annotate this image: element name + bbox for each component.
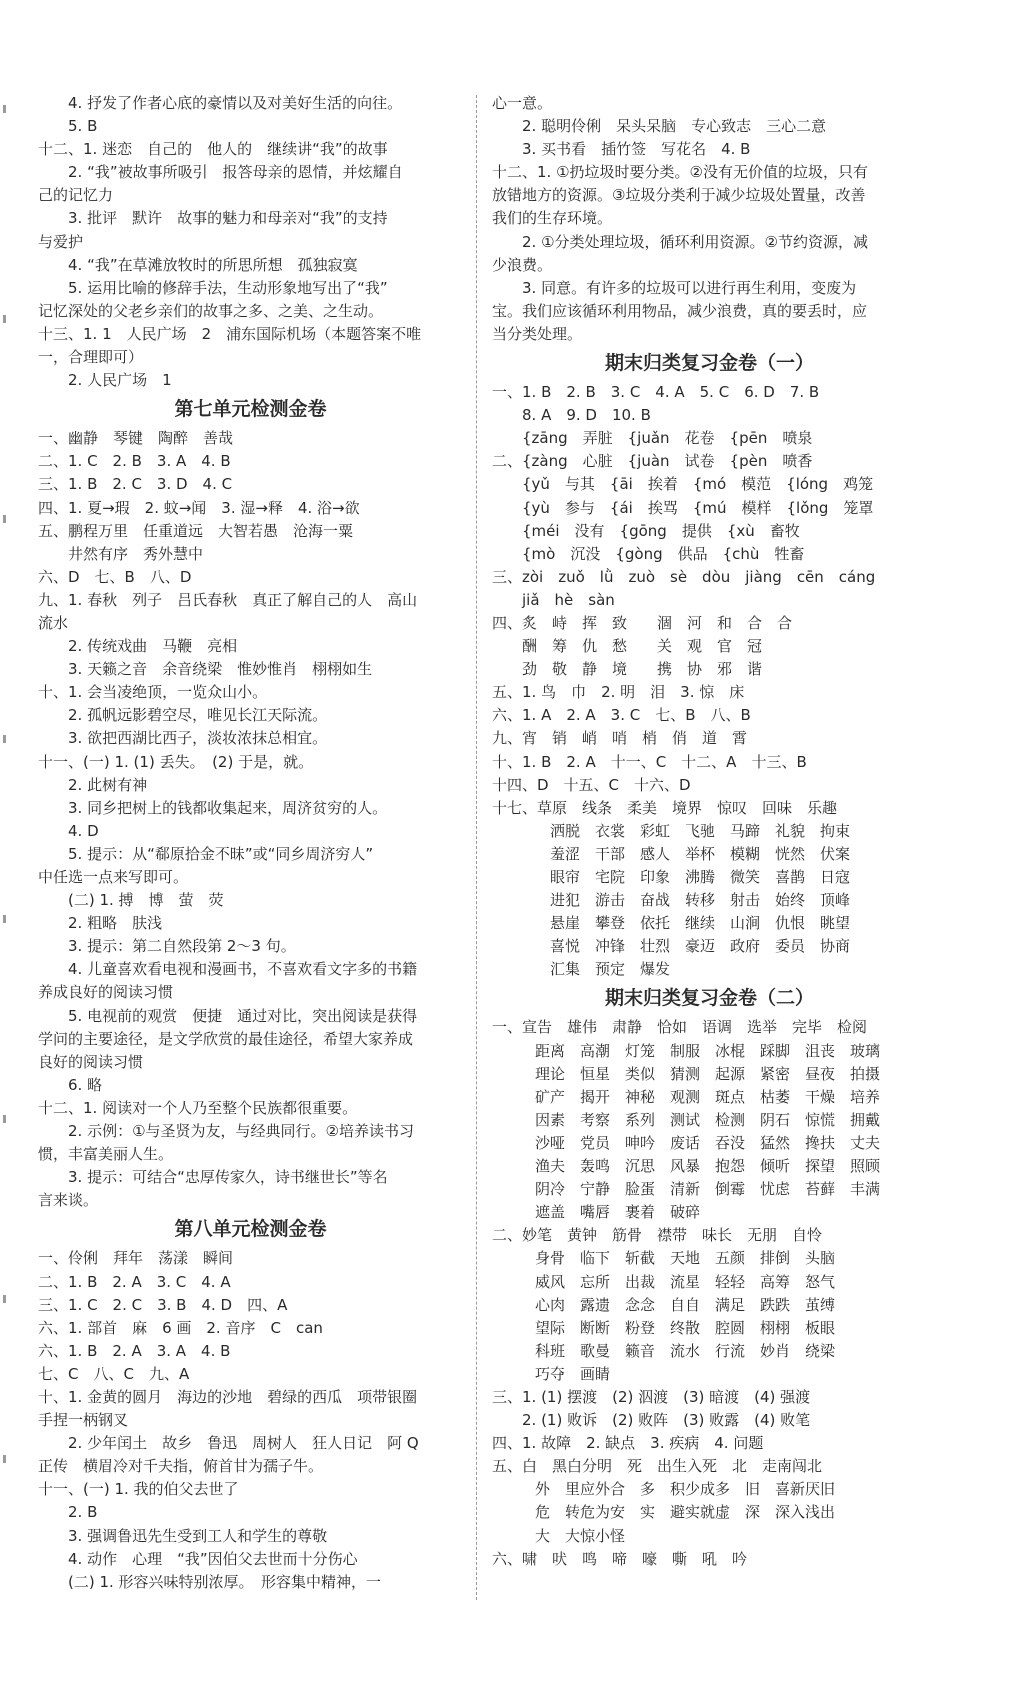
answer-line: 六、1. 部首 麻 6 画 2. 音序 C can [38,1318,323,1337]
answer-line: 矿产 揭开 神秘 观测 斑点 枯萎 干燥 培养 [535,1087,881,1106]
answer-line: 四、1. 故障 2. 缺点 3. 疾病 4. 问题 [492,1434,764,1453]
answer-line: 3. 批评 默许 故事的魅力和母亲对“我”的支持 [68,209,388,228]
answer-column-left [38,92,463,1594]
answer-line: 2. 孤帆远影碧空尽，唯见长江天际流。 [68,706,328,725]
answer-line: 因素 考察 系列 测试 检测 阴石 惊慌 拥戴 [535,1110,881,1129]
answer-line: 十二、1. ①扔垃圾时要分类。②没有无价值的垃圾，只有 [492,163,868,182]
answer-line: {mò 沉没 {gòng 供品 {chù 牲畜 [522,544,805,563]
answer-line: 宝。我们应该循环利用物品，减少浪费，真的要丢时，应 [492,301,868,320]
answer-line: 6. 略 [68,1075,103,1094]
answer-line: 我们的生存环境。 [492,209,613,228]
answer-line: 洒脱 衣裳 彩虹 飞驰 马蹄 礼貌 拘束 [550,821,851,840]
answer-line: 一、1. B 2. B 3. C 4. A 5. C 6. D 7. B [492,383,820,402]
answer-line: 沙哑 党员 呻吟 废话 吞没 猛然 搀扶 丈夫 [535,1133,881,1152]
answer-line: 十二、1. 迷恋 自己的 他人的 继续讲“我”的故事 [38,140,388,159]
answer-line: 五、1. 鸟 巾 2. 明 泪 3. 惊 床 [492,683,745,702]
answer-line: 九、1. 春秋 列子 吕氏春秋 真正了解自己的人 高山 [38,590,418,609]
answer-line: 五、鹏程万里 任重道远 大智若愚 沧海一粟 [38,521,354,540]
answer-line: 5. B [68,117,98,136]
binding-edge-marks [0,95,14,1605]
answer-line: 3. 同乡把树上的钱都收集起来，周济贫穷的人。 [68,798,388,817]
answer-line: 三、1. (1) 摆渡 (2) 泅渡 (3) 暗渡 (4) 强渡 [492,1387,811,1406]
answer-line: 九、宵 销 峭 哨 梢 俏 道 霄 [492,729,748,748]
binding-mark [3,1295,6,1303]
answer-line: 心一意。 [492,94,553,112]
answer-line: 2. 粗略 肤浅 [68,914,163,933]
answer-line: 4. 儿童喜欢看电视和漫画书，不喜欢看文字多的书籍 [68,960,418,979]
binding-mark [3,1115,6,1123]
answer-line: jiǎ hè sàn [522,590,615,609]
binding-mark [3,1455,6,1463]
answer-line: 威风 忘所 出裁 流星 轻轻 高筹 怒气 [535,1272,836,1291]
answer-line: 喜悦 冲锋 壮烈 豪迈 政府 委员 协商 [550,937,851,956]
answer-line: 身骨 临下 斩截 天地 五颜 排倒 头脑 [535,1249,836,1268]
answer-line: 眼帘 宅院 印象 沸腾 微笑 喜鹊 日寇 [550,868,851,886]
answer-line: 一、宣告 雄伟 肃静 恰如 语调 选举 完毕 检阅 [492,1018,868,1037]
binding-mark [3,515,6,523]
answer-line: 4. “我”在草滩放牧时的所思所想 孤独寂寞 [68,255,358,274]
answer-line: {yǔ 与其 {āi 挨着 {mó 模范 {lóng 鸡笼 [522,475,874,494]
answer-line: 四、炙 峙 挥 致 涸 河 和 合 合 [492,613,793,632]
answer-line: 3. 提示：第二自然段第 2～3 句。 [68,937,296,956]
answer-line: 2. 传统戏曲 马鞭 亮相 [68,637,238,656]
answer-line: 2. 聪明伶俐 呆头呆脑 专心致志 三心二意 [522,117,827,136]
answer-line: 羞涩 干部 感人 举杯 模糊 恍然 伏案 [550,844,851,863]
answer-line: {yù 参与 {ái 挨骂 {mú 模样 {lǒng 笼罩 [522,498,874,517]
answer-line: 学问的主要途径，是文学欣赏的最佳途径，希望大家养成 [38,1029,414,1048]
answer-line: 3. 提示：可结合“忠厚传家久，诗书继世长”等名 [68,1168,388,1187]
answer-line: {méi 没有 {gōng 提供 {xù 畜牧 [522,521,800,540]
answer-line: 2. 人民广场 1 [68,371,172,390]
answer-line: 记忆深处的父老乡亲们的故事之多、之美、之生动。 [38,301,384,320]
answer-line: 3. 买书看 插竹签 写花名 4. B [522,140,751,159]
answer-line: 言来谈。 [38,1191,99,1210]
answer-line: 2. 少年闰土 故乡 鲁迅 周树人 狂人日记 阿 Q [68,1434,419,1453]
answer-line: 六、啸 吠 鸣 啼 嚎 嘶 吼 吟 [492,1549,748,1568]
answer-line: 2. ①分类处理垃圾，循环利用资源。②节约资源，减 [522,232,868,251]
answer-line: 5. 电视前的观赏 便捷 通过对比，突出阅读是获得 [68,1006,418,1025]
answer-line: 十一、(一) 1. 我的伯父去世了 [38,1480,239,1499]
answer-line: 惯，丰富美丽人生。 [38,1145,174,1164]
answer-line: 望际 断断 粉登 终散 腔圆 栩栩 板眼 [535,1318,836,1337]
answer-line: 大 大惊小怪 [535,1526,626,1545]
answer-line: 三、1. C 2. C 3. B 4. D 四、A [38,1295,288,1314]
answer-line: 4. 抒发了作者心底的豪情以及对美好生活的向往。 [68,94,403,112]
section-heading: 第八单元检测金卷 [174,1218,327,1241]
answer-line: 六、1. B 2. A 3. A 4. B [38,1341,231,1360]
answer-line: 中任选一点来写即可。 [38,868,189,886]
answer-line: 阴冷 宁静 脸蛋 清新 倒霉 忧虑 苔藓 丰满 [535,1180,881,1199]
answer-line: 十二、1. 阅读对一个人乃至整个民族都很重要。 [38,1098,358,1117]
answer-line: 一，合理即可） [38,348,144,367]
answer-line: (二) 1. 搏 博 萤 荧 [68,891,224,910]
answer-line: 渔夫 轰鸣 沉思 风暴 抱怨 倾听 探望 照顾 [535,1157,881,1176]
binding-mark [3,735,6,743]
answer-column-right [492,92,927,1571]
answer-line: 心肉 露遗 念念 自自 满足 跌跌 茧缚 [535,1295,836,1314]
answer-line: 六、1. A 2. A 3. C 七、B 八、B [492,706,751,725]
answer-line: 六、D 七、B 八、D [38,567,192,586]
binding-mark [3,915,6,923]
binding-mark [3,105,6,113]
section-heading: 第七单元检测金卷 [174,398,327,421]
answer-line: 十三、1. 1 人民广场 2 浦东国际机场（本题答案不唯 [38,324,422,343]
answer-line: 十、1. B 2. A 十一、C 十二、A 十三、B [492,752,807,771]
answer-line: 流水 [38,613,69,632]
answer-line: 二、1. B 2. A 3. C 4. A [38,1272,231,1291]
answer-line: 2. “我”被故事所吸引 报答母亲的恩情，并炫耀自 [68,163,403,182]
answer-line: 二、1. C 2. B 3. A 4. B [38,452,231,471]
answer-line: 井然有序 秀外慧中 [68,544,204,563]
answer-line: 2. (1) 败诉 (2) 败阵 (3) 败露 (4) 败笔 [522,1411,811,1430]
answer-line: 2. B [68,1503,98,1522]
column-divider [476,95,477,1600]
answer-line: 与爱护 [38,232,84,251]
answer-line: {zāng 弄脏 {juǎn 花卷 {pēn 喷泉 [522,429,813,448]
answer-line: 2. 示例：①与圣贤为友，与经典同行。②培养读书习 [68,1122,414,1141]
answer-line: 汇集 预定 爆发 [550,960,671,979]
answer-line: 三、1. B 2. C 3. D 4. C [38,475,233,494]
answer-line: 己的记忆力 [38,186,114,205]
answer-line: 4. D [68,821,99,840]
binding-mark [3,315,6,323]
answer-line: 十四、D 十五、C 十六、D [492,775,691,794]
section-heading: 期末归类复习金卷（一） [604,352,814,375]
answer-line: 十一、(一) 1. (1) 丢失。 (2) 于是，就。 [38,752,314,771]
answer-line: 十、1. 会当凌绝顶，一览众山小。 [38,683,268,702]
answer-line: 4. 动作 心理 “我”因伯父去世而十分伤心 [68,1549,358,1568]
answer-line: 手捏一柄钢叉 [38,1411,129,1430]
answer-line: 少浪费。 [492,255,553,274]
answer-line: 悬崖 攀登 依托 继续 山涧 仇恨 眺望 [550,914,851,933]
answer-line: 一、幽静 琴键 陶醉 善哉 [38,429,234,448]
answer-line: 当分类处理。 [492,324,583,343]
answer-line: 巧夺 画睛 [535,1364,611,1383]
answer-line: 危 转危为安 实 避实就虚 深 深入浅出 [535,1503,836,1522]
answer-line: 四、1. 夏→瑕 2. 蚊→闻 3. 湿→释 4. 浴→欲 [38,498,360,517]
answer-line: 理论 恒星 类似 猜测 起源 紧密 昼夜 拍摄 [535,1064,881,1083]
answer-line: 遮盖 嘴唇 裹着 破碎 [535,1203,701,1222]
section-heading: 期末归类复习金卷（二） [604,987,814,1010]
answer-line: 5. 运用比喻的修辞手法，生动形象地写出了“我” [68,278,388,297]
answer-line: 酬 筹 仇 愁 关 观 官 冠 [522,637,763,656]
answer-line: 二、{zàng 心脏 {juàn 试卷 {pèn 喷香 [492,452,813,471]
answer-line: 正传 横眉冷对千夫指，俯首甘为孺子牛。 [38,1457,324,1476]
answer-line: 十七、草原 线条 柔美 境界 惊叹 回味 乐趣 [492,798,838,817]
answer-line: 3. 同意。有许多的垃圾可以进行再生利用，变废为 [522,278,857,297]
answer-line: 十、1. 金黄的圆月 海边的沙地 碧绿的西瓜 项带银圈 [38,1387,418,1406]
answer-line: 外 里应外合 多 积少成多 旧 喜新厌旧 [535,1480,836,1499]
answer-line: 养成良好的阅读习惯 [38,983,174,1002]
answer-line: 一、伶俐 拜年 荡漾 瞬间 [38,1249,234,1268]
answer-line: 五、白 黑白分明 死 出生入死 北 走南闯北 [492,1457,823,1476]
answer-line: (二) 1. 形容兴味特别浓厚。 形容集中精神，一 [68,1572,382,1591]
answer-line: 科班 歌曼 籁音 流水 行流 妙肖 绕梁 [535,1341,836,1360]
answer-line: 良好的阅读习惯 [38,1052,144,1071]
answer-line: 3. 天籁之音 余音绕梁 惟妙惟肖 栩栩如生 [68,660,373,679]
answer-line: 七、C 八、C 九、A [38,1364,190,1383]
answer-line: 劲 敬 静 境 携 协 邪 谐 [522,660,763,679]
answer-line: 进犯 游击 奋战 转移 射击 始终 顶峰 [550,891,851,910]
answer-line: 距离 高潮 灯笼 制服 冰棍 踩脚 沮丧 玻璃 [535,1041,881,1060]
answer-line: 3. 强调鲁迅先生受到工人和学生的尊敬 [68,1526,328,1545]
answer-line: 二、妙笔 黄钟 筋骨 襟带 味长 无朋 自怜 [492,1226,823,1245]
answer-line: 3. 欲把西湖比西子，淡妆浓抹总相宜。 [68,729,328,748]
answer-line: 三、zòi zuǒ lǜ zuò sè dòu jiàng cēn cáng [492,567,876,586]
answer-line: 8. A 9. D 10. B [522,406,651,425]
answer-line: 5. 提示：从“郗原拾金不昧”或“同乡周济穷人” [68,844,374,863]
answer-line: 放错地方的资源。③垃圾分类利于减少垃圾处置量，改善 [492,186,866,205]
answer-line: 2. 此树有神 [68,775,148,794]
